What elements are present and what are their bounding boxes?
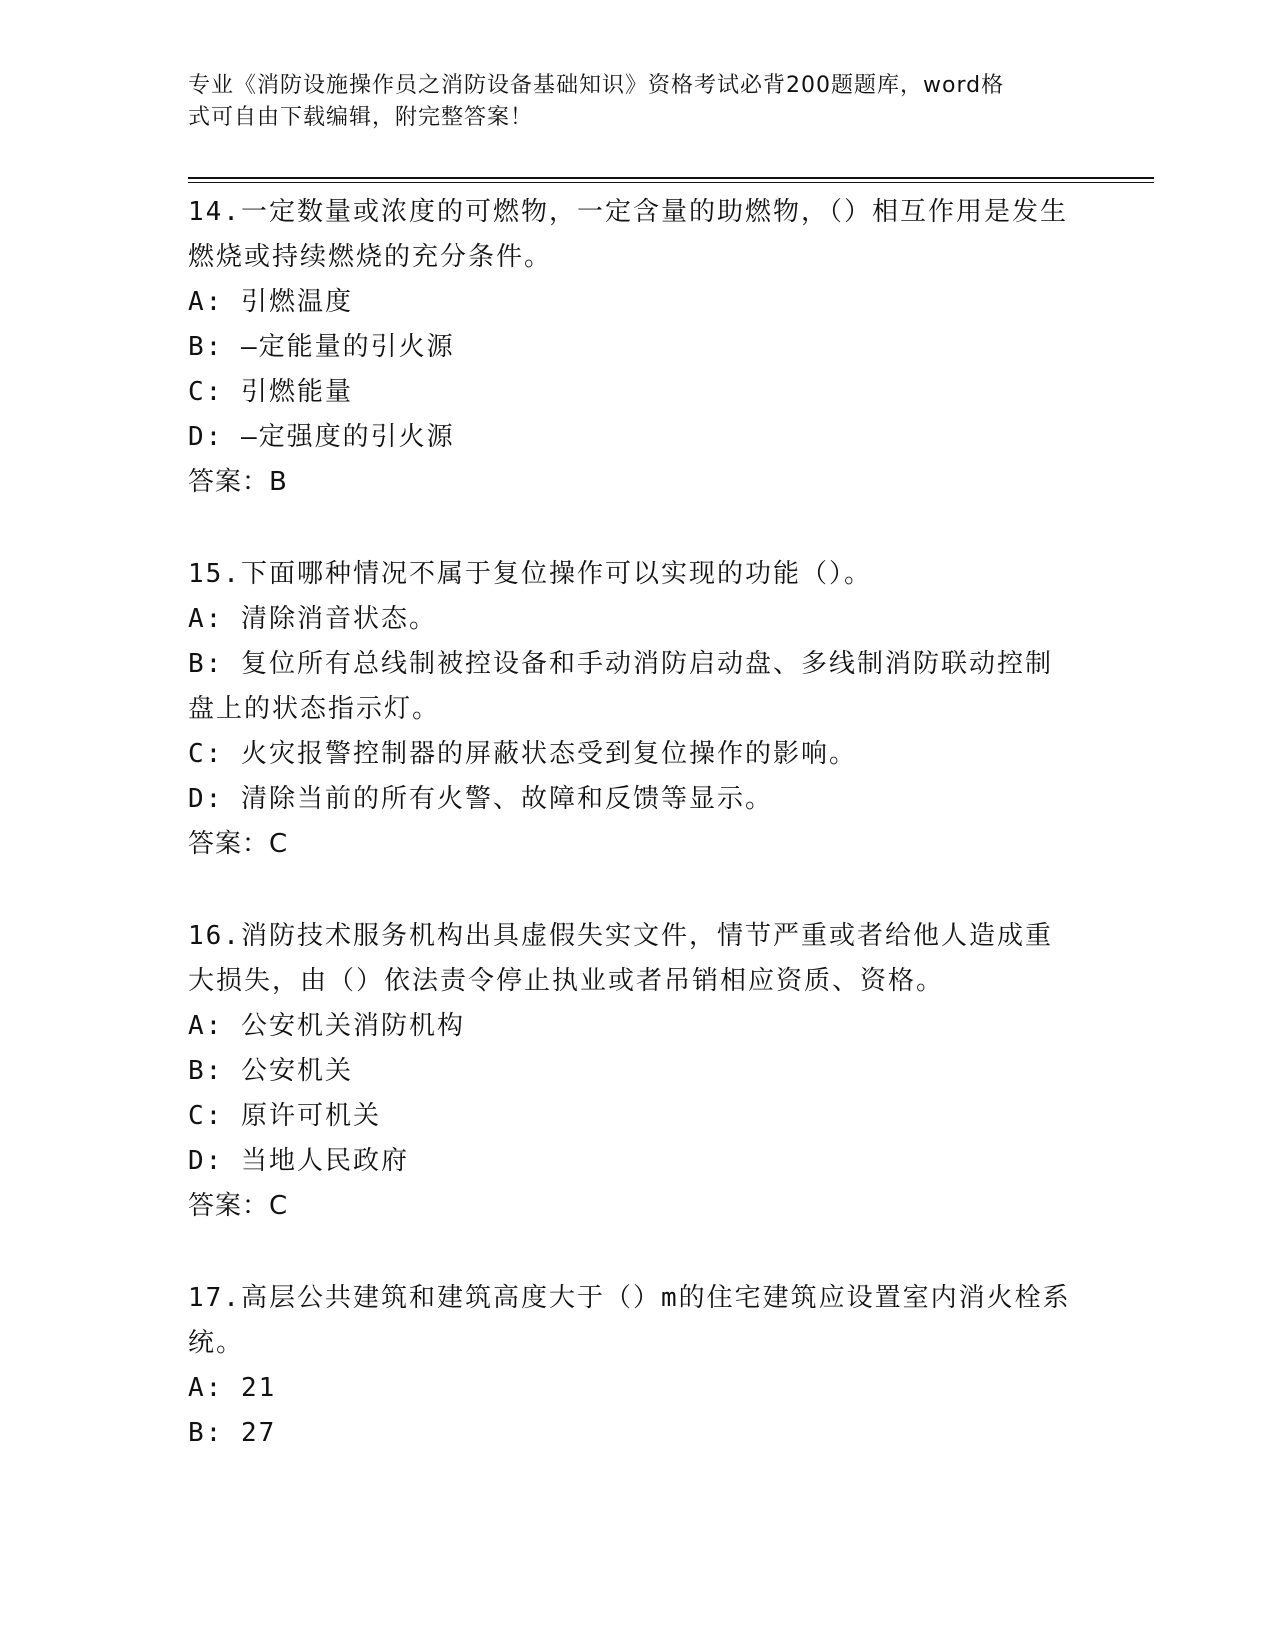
question-15 [188, 552, 1078, 867]
option-d: D: 清除当前的所有火警、故障和反馈等显示。 [188, 784, 773, 814]
answer: 答案：B [188, 467, 288, 497]
option-a: A: 清除消音状态。 [188, 604, 437, 634]
option-b: B: 27 [188, 1418, 277, 1448]
header-divider-thick [188, 177, 1154, 179]
document-header [188, 70, 1068, 134]
question-stem: 16.消防技术服务机构出具虚假失实文件，情节严重或者给他人造成重大损失，由（）依法责令停止执业或者吊销相应资质、资格。 [188, 921, 1053, 996]
option-b: B: 复位所有总线制被控设备和手动消防启动盘、多线制消防联动控制盘上的状态指示灯。 [188, 649, 1053, 724]
header-divider-thin [188, 182, 1154, 183]
answer: 答案：C [188, 1191, 289, 1221]
option-b: B: 公安机关 [188, 1056, 353, 1086]
option-b: B: —定能量的引火源 [188, 332, 455, 362]
option-c: C: 引燃能量 [188, 377, 353, 407]
question-list [188, 190, 1078, 1503]
question-stem: 15.下面哪种情况不属于复位操作可以实现的功能（）。 [188, 559, 872, 589]
option-a: A: 公安机关消防机构 [188, 1011, 465, 1041]
answer: 答案：C [188, 829, 289, 859]
option-a: A: 21 [188, 1373, 277, 1403]
header-line-1: 专业《消防设施操作员之消防设备基础知识》资格考试必背200题题库，word格 [188, 73, 1005, 98]
header-line-2: 式可自由下载编辑，附完整答案！ [188, 105, 534, 130]
question-14 [188, 190, 1078, 505]
question-stem: 17.高层公共建筑和建筑高度大于（）m的住宅建筑应设置室内消火栓系统。 [188, 1283, 1071, 1358]
option-a: A: 引燃温度 [188, 287, 353, 317]
question-stem: 14.一定数量或浓度的可燃物，一定含量的助燃物，（）相互作用是发生燃烧或持续燃烧的充分条件。 [188, 197, 1068, 272]
option-c: C: 火灾报警控制器的屏蔽状态受到复位操作的影响。 [188, 739, 857, 769]
option-d: D: 当地人民政府 [188, 1146, 409, 1176]
option-d: D: —定强度的引火源 [188, 422, 455, 452]
question-17 [188, 1276, 1078, 1456]
option-c: C: 原许可机关 [188, 1101, 381, 1131]
question-16 [188, 914, 1078, 1229]
